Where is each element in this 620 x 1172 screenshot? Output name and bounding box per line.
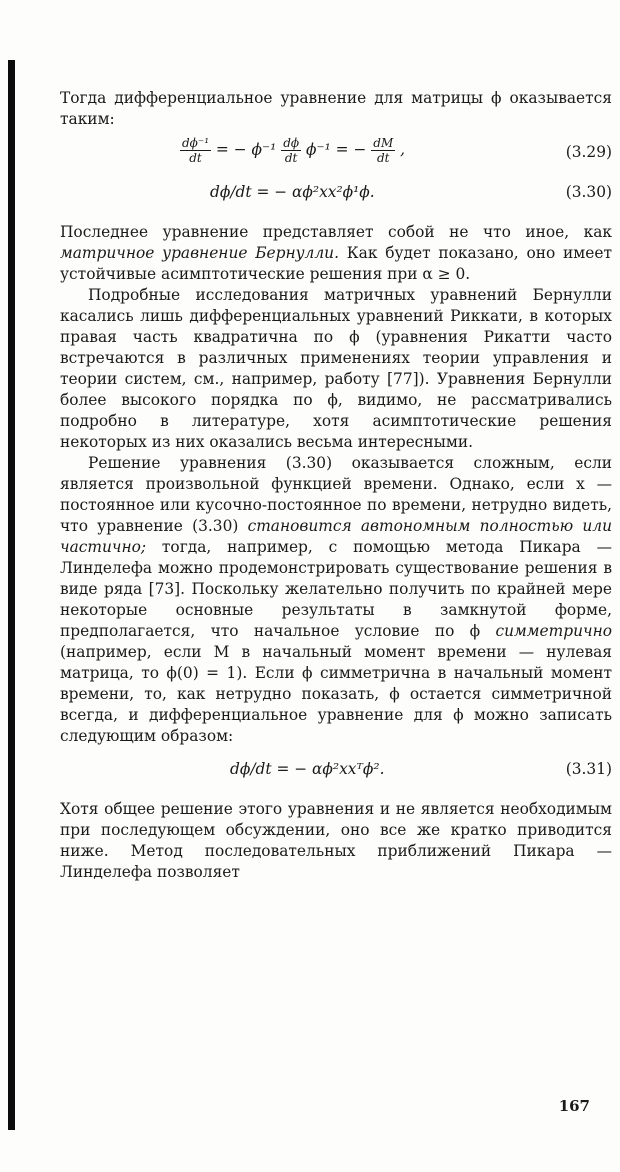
paragraph-4 <box>60 453 612 747</box>
fraction-2-denominator: dt <box>284 151 298 165</box>
paragraph-4-emphasis: становится автономным полностью или частично; <box>60 517 612 556</box>
body-text <box>60 88 612 883</box>
formula-3-29-expr <box>180 136 405 165</box>
margin-bar <box>8 60 15 1130</box>
formula-3-29-part-4: , <box>400 140 406 159</box>
paragraph-4-part-c: (например, если M в начальный момент времени — нулевая матрица, то ϕ(0) = 1). Если ϕ симметрична в начальный момент времени, то, как нетрудно показать, ϕ остается симметричной всегда, и дифференциальное уравнение для ϕ можно записать следующим образом: <box>60 643 612 745</box>
formula-3-30 <box>60 182 612 210</box>
formula-3-31 <box>60 759 612 787</box>
equation-number-3-31: (3.31) <box>565 760 612 778</box>
fraction-3-numerator: dM <box>373 136 394 150</box>
fraction-1-numerator: dϕ⁻¹ <box>182 136 210 150</box>
fraction-3-denominator: dt <box>376 151 390 165</box>
paragraph-2 <box>60 222 612 285</box>
fraction-1-denominator: dt <box>189 151 202 165</box>
paragraph-5: Хотя общее решение этого уравнения и не является необходимым при последующем обсуждении, оно все же кратко приводится ниже. Метод последовательных приближений Пикара — Линделефа позволяет <box>60 800 612 881</box>
fraction-2 <box>281 136 301 165</box>
equation-number-3-29: (3.29) <box>565 143 612 161</box>
fraction-1 <box>180 136 211 165</box>
paragraph-4-part-b: тогда, например, с помощью метода Пикара — Линделефа можно продемонстрировать существование решения в виде ряда [73]. Поскольку желательно получить по крайней мере некоторые основные результаты в замкнутой форме, предполагается, что начальное условие по ϕ <box>60 538 612 640</box>
paragraph-4-part-a: Решение уравнения (3.30) оказывается сложным, если является произвольной функцией времени. Однако, если x — постоянное или кусочно-постоянное по времени, нетрудно видеть, что уравнение (3.30) <box>60 454 612 535</box>
page-number: 167 <box>558 1097 590 1115</box>
formula-3-29-part-3: ϕ⁻¹ = − <box>305 140 367 159</box>
paragraph-2-emphasis: матричное уравнение Бернулли. <box>60 244 339 262</box>
paragraph-2-start: Последнее уравнение представляет собой не что иное, как <box>60 223 612 241</box>
paragraph-4-emphasis-2: симметрично <box>495 622 612 640</box>
formula-3-30-expr: dϕ/dt = − αϕ²xx²ϕ¹ϕ. <box>210 183 375 201</box>
paragraph-2-end: Как будет показано, оно имеет устойчивые асимптотические решения при α ≥ 0. <box>60 244 612 283</box>
paragraph-1: Тогда дифференциальное уравнение для матрицы ϕ оказывается таким: <box>60 89 612 128</box>
fraction-2-numerator: dϕ <box>283 136 300 150</box>
fraction-3 <box>371 136 395 165</box>
equation-number-3-30: (3.30) <box>565 183 612 201</box>
formula-3-29-part-2: = − ϕ⁻¹ <box>215 140 277 159</box>
paragraph-3: Подробные исследования матричных уравнений Бернулли касались лишь дифференциальных уравнений Риккати, в которых правая часть квадратична по ϕ (уравнения Рикатти часто встречаются в различных применениях теории управления и теории систем, см., например, работу [77]). Уравнения Бернулли более высокого порядка по ϕ, видимо, не рассматривались подробно в литературе, хотя асимптотические решения некоторых из них оказались весьма интересными. <box>60 286 612 451</box>
formula-3-29 <box>60 136 612 176</box>
formula-3-31-expr: dϕ/dt = − αϕ²xxᵀϕ². <box>230 760 385 778</box>
